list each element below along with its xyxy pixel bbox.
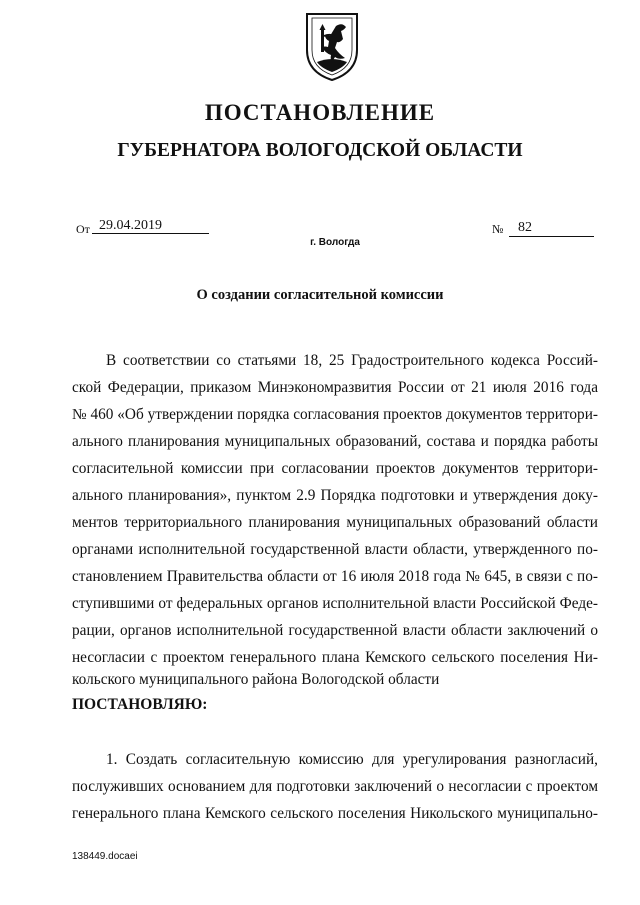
document-subtitle: ГУБЕРНАТОРА ВОЛОГОДСКОЙ ОБЛАСТИ — [117, 140, 523, 161]
body-line: рации, органов исполнительной государственной власти области заключений о — [72, 622, 598, 639]
body-line: ступившими от федеральных органов исполнительной власти Российской Феде- — [72, 595, 598, 612]
file-reference: 138449.docaei — [72, 851, 138, 862]
body-line: кольского муниципального района Вологодской области — [72, 671, 440, 688]
body-line: органами исполнительной государственной власти области, утвержденного по- — [72, 541, 598, 558]
document-city: г. Вологда — [310, 237, 360, 248]
body-line: ской Федерации, приказом Минэкономразвития России от 21 июля 2016 года — [72, 379, 598, 396]
body-line: ального планирования муниципальных образований, состава и порядка работы — [72, 433, 598, 450]
resolve-heading: ПОСТАНОВЛЯЮ: — [72, 696, 208, 713]
item-line: 1. Создать согласительную комиссию для урегулирования разногласий, — [106, 751, 598, 768]
coat-of-arms-icon — [303, 10, 361, 82]
body-line: ментов территориального планирования муниципальных образований области — [72, 514, 598, 531]
body-line: В соответствии со статьями 18, 25 Градостроительного кодекса Россий- — [106, 352, 598, 369]
body-line: становлением Правительства области от 16 июля 2018 года № 645, в связи с по- — [72, 568, 598, 585]
body-line: согласительной комиссии при согласовании проектов документов территори- — [72, 460, 598, 477]
document-subject: О создании согласительной комиссии — [196, 287, 444, 303]
document-date: 29.04.2019 — [99, 218, 162, 233]
body-line: несогласии с проектом генерального плана Кемского сельского поселения Ни- — [72, 649, 598, 666]
number-label: № — [492, 222, 504, 236]
body-line: ального планирования», пунктом 2.9 Порядка подготовки и утверждения доку- — [72, 487, 598, 504]
item-line: послуживших основанием для подготовки заключений о несогласии с проектом — [72, 778, 598, 795]
document-title: ПОСТАНОВЛЕНИЕ — [204, 100, 436, 125]
item-line: генерального плана Кемского сельского поселения Никольского муниципально- — [72, 805, 598, 822]
body-line: № 460 «Об утверждении порядка согласования проектов документов территори- — [72, 406, 598, 423]
document-number: 82 — [518, 220, 532, 235]
date-label: От — [76, 222, 90, 236]
